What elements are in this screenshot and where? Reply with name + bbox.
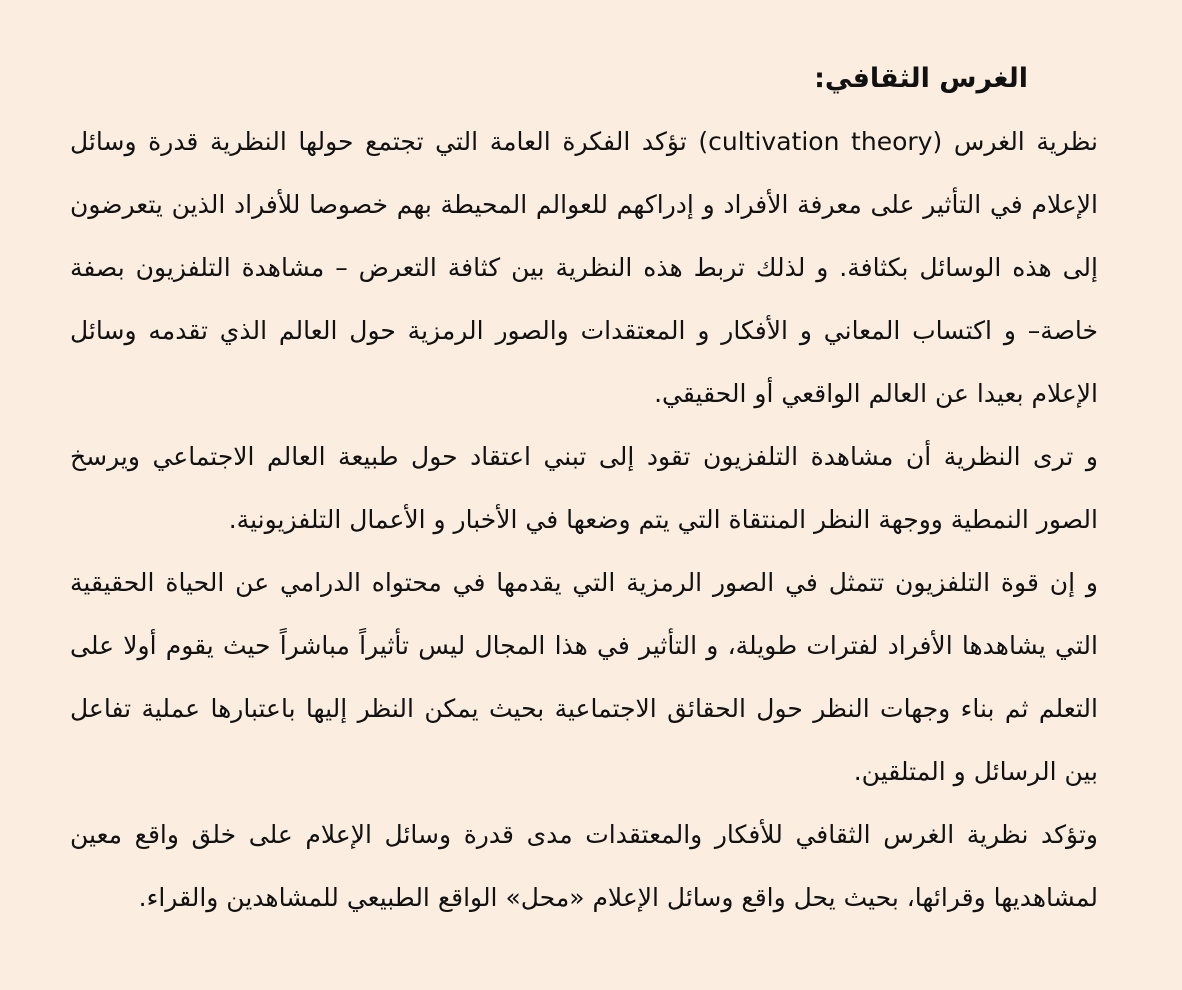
- paragraph-social-world: و ترى النظرية أن مشاهدة التلفزيون تقود إلى تبني اعتقاد حول طبيعة العالم الاجتماعي ويرسخ الصور النمطية ووجهة النظر المنتقاة التي يتم وضعها في الأخبار و الأعمال التلفزيونية.: [70, 442, 1098, 534]
- section-heading: الغرس الثقافي:: [814, 63, 1028, 94]
- paragraph-media-reality: وتؤكد نظرية الغرس الثقافي للأفكار والمعتقدات مدى قدرة وسائل الإعلام على خلق واقع معين لمشاهديها وقرائها، بحيث يحل واقع وسائل الإعلام «محل» الواقع الطبيعي للمشاهدين والقراء.: [70, 820, 1098, 912]
- paragraph-tv-power: و إن قوة التلفزيون تتمثل في الصور الرمزية التي يقدمها في محتواه الدرامي عن الحياة الحقيقية التي يشاهدها الأفراد لفترات طويلة، و التأثير في هذا المجال ليس تأثيراً مباشراً حيث يقوم أولا على التعلم ثم بناء وجهات النظر حول الحقائق الاجتماعية بحيث يمكن النظر إليها باعتبارها عملية تفاعل بين الرسائل و المتلقين.: [70, 568, 1098, 786]
- paragraph-cultivation-theory: نظرية الغرس (cultivation theory) تؤكد الفكرة العامة التي تجتمع حولها النظرية قدرة وسائل الإعلام في التأثير على معرفة الأفراد و إدراكهم للعوالم المحيطة بهم خصوصا للأفراد الذين يتعرضون إلى هذه الوسائل بكثافة. و لذلك تربط هذه النظرية بين كثافة التعرض – مشاهدة التلفزيون بصفة خاصة– و اكتساب المعاني و الأفكار و المعتقدات والصور الرمزية حول العالم الذي تقدمه وسائل الإعلام بعيدا عن العالم الواقعي أو الحقيقي.: [70, 127, 1098, 408]
